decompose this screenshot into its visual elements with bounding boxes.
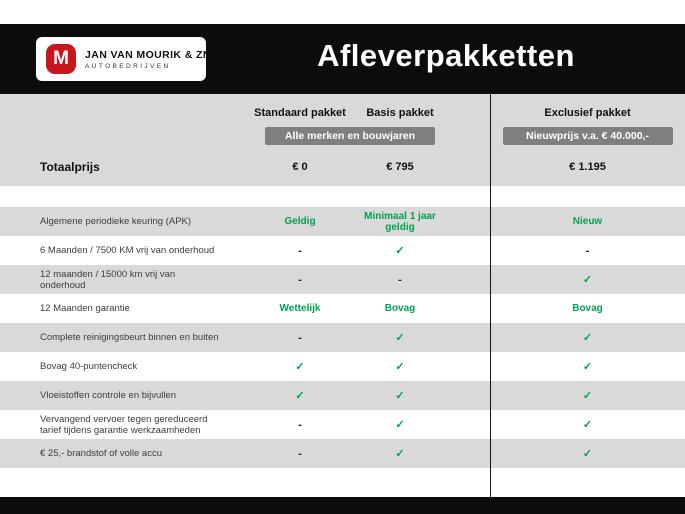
dash-value: - [298, 331, 302, 344]
row-label: € 25,- brandstof of volle accu [40, 448, 162, 459]
cell-value: Geldig [284, 216, 316, 227]
logo-company-name: JAN VAN MOURIK & ZN [85, 48, 211, 61]
feature-rows [0, 207, 685, 468]
row-label: 12 maanden / 15000 km vrij van onderhoud [40, 268, 176, 291]
table-row [0, 294, 685, 323]
row-label: Vervangend vervoer tegen gereduceerd tarief tijdens garantie werkzaamheden [40, 413, 208, 436]
dash-value: - [298, 273, 302, 286]
total-price-row [0, 160, 685, 174]
cell-value: Minimaal 1 jaar geldig [364, 210, 436, 233]
row-label: Algemene periodieke keuring (APK) [40, 216, 192, 227]
dash-value: - [298, 244, 302, 257]
badge-row [0, 126, 685, 145]
table-row [0, 381, 685, 410]
logo-m-icon: M [46, 44, 76, 74]
table-row [0, 265, 685, 294]
check-icon: ✓ [395, 245, 405, 257]
check-icon: ✓ [395, 419, 405, 431]
column-header-row [0, 107, 685, 119]
row-label: 12 Maanden garantie [40, 303, 130, 314]
table-row [0, 207, 685, 236]
column-divider [490, 94, 491, 497]
dash-value: - [298, 447, 302, 460]
badge-alle-merken: Alle merken en bouwjaren [265, 127, 435, 145]
check-icon: ✓ [395, 361, 405, 373]
check-icon: ✓ [395, 448, 405, 460]
logo-tagline: AUTOBEDRIJVEN [85, 62, 171, 70]
dash-value: - [398, 273, 402, 286]
badge-nieuwprijs: Nieuwprijs v.a. € 40.000,- [503, 127, 673, 145]
check-icon: ✓ [582, 448, 593, 460]
cell-value: Bovag [384, 303, 416, 314]
table-header-band [0, 94, 685, 186]
total-price-basis: € 795 [386, 161, 414, 173]
dash-value: - [585, 244, 590, 257]
row-label: Bovag 40-puntencheck [40, 361, 138, 372]
cell-value: Wettelijk [279, 303, 321, 314]
check-icon: ✓ [395, 390, 405, 402]
cell-value: Bovag [572, 303, 603, 314]
total-price-label: Totaalprijs [40, 160, 100, 174]
row-label: 6 Maanden / 7500 KM vrij van onderhoud [40, 245, 215, 256]
table-row [0, 439, 685, 468]
check-icon: ✓ [582, 361, 593, 373]
check-icon: ✓ [582, 390, 593, 402]
check-icon: ✓ [582, 419, 593, 431]
total-price-exclusief: € 1.195 [569, 161, 606, 173]
page-title: Afleverpakketten [317, 38, 575, 73]
table-row [0, 323, 685, 352]
table-row [0, 352, 685, 381]
row-label: Complete reinigingsbeurt binnen en buiten [40, 332, 219, 343]
column-header-standaard: Standaard pakket [254, 107, 346, 119]
header-bar [0, 24, 685, 94]
check-icon: ✓ [295, 390, 305, 402]
column-header-exclusief: Exclusief pakket [544, 107, 631, 119]
column-header-basis: Basis pakket [366, 107, 434, 119]
check-icon: ✓ [395, 332, 405, 344]
table-row [0, 236, 685, 265]
total-price-standaard: € 0 [292, 161, 308, 173]
footer-bar [0, 497, 685, 514]
dash-value: - [298, 418, 302, 431]
check-icon: ✓ [582, 274, 593, 286]
check-icon: ✓ [295, 361, 305, 373]
cell-value: Nieuw [572, 216, 603, 227]
row-label: Vloeistoffen controle en bijvullen [40, 390, 177, 401]
check-icon: ✓ [582, 332, 593, 344]
badge-left-wrap [250, 126, 450, 145]
table-row [0, 410, 685, 439]
package-comparison-table [0, 94, 685, 497]
logo-text [85, 49, 211, 70]
badge-right-wrap [490, 126, 685, 145]
company-logo [36, 37, 211, 81]
